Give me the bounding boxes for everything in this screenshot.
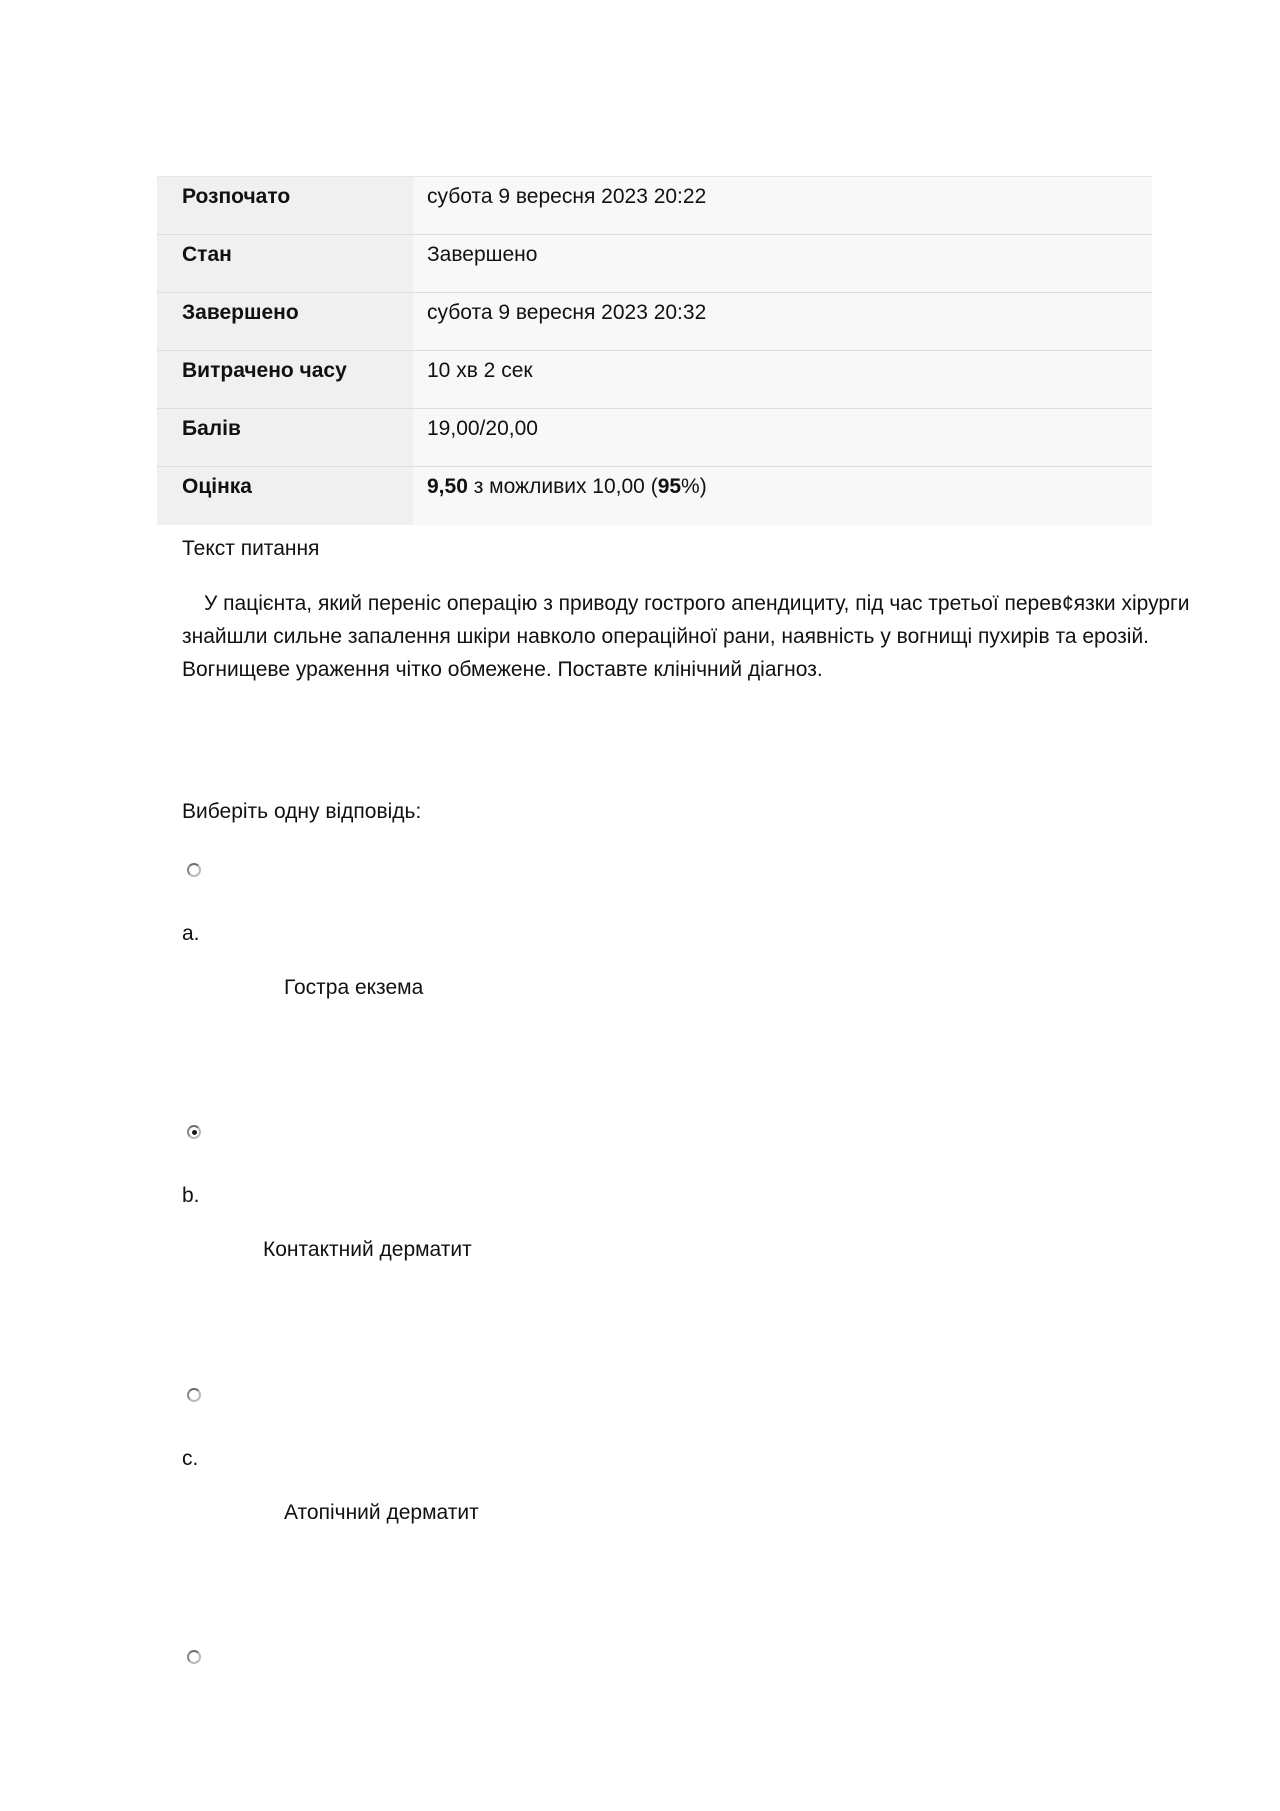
question-text: У пацієнта, який переніс операцію з приводу гострого апендициту, під час третьої перев¢язки хірурги знайшли сильне запалення шкіри навколо операційної рани, наявність у вогнищі пухирів та ерозій. Вогнищеве ураження чітко обмежене. Поставте клінічний діагноз.: [182, 592, 1190, 681]
option-a-letter: a.: [182, 922, 200, 945]
option-c-label[interactable]: Атопічний дерматит: [284, 1501, 479, 1524]
option-a-radio[interactable]: [187, 863, 201, 877]
grade-percent: 95: [657, 475, 682, 498]
summary-value: Завершено: [413, 235, 1152, 293]
summary-value: субота 9 вересня 2023 20:32: [413, 293, 1152, 351]
summary-value: [413, 467, 1152, 525]
summary-label: Оцінка: [157, 467, 413, 525]
summary-row-marks: [157, 409, 1152, 467]
option-a-label[interactable]: Гостра екзема: [284, 976, 424, 999]
summary-row-time-taken: [157, 351, 1152, 409]
summary-label: Витрачено часу: [157, 351, 413, 409]
summary-row-completed: [157, 293, 1152, 351]
grade-mid-text: з можливих 10,00 (: [467, 475, 658, 498]
option-d-radio[interactable]: [187, 1650, 201, 1664]
grade-end-text: %): [681, 475, 707, 498]
option-c-letter: c.: [182, 1447, 199, 1470]
summary-value: 10 хв 2 сек: [413, 351, 1152, 409]
summary-row-started: [157, 177, 1152, 235]
summary-label: Балів: [157, 409, 413, 467]
question-heading: Текст питання: [182, 537, 320, 560]
summary-row-grade: [157, 467, 1152, 525]
summary-row-state: [157, 235, 1152, 293]
option-b-radio[interactable]: [187, 1125, 201, 1139]
option-b-letter: b.: [182, 1184, 200, 1207]
option-b-label[interactable]: Контактний дерматит: [263, 1238, 472, 1261]
summary-label: Розпочато: [157, 177, 413, 235]
summary-label: Завершено: [157, 293, 413, 351]
attempt-summary-table: [157, 176, 1152, 525]
grade-value: 9,50: [427, 475, 468, 498]
summary-value: субота 9 вересня 2023 20:22: [413, 177, 1152, 235]
summary-label: Стан: [157, 235, 413, 293]
summary-value: 19,00/20,00: [413, 409, 1152, 467]
option-c-radio[interactable]: [187, 1388, 201, 1402]
answer-prompt: Виберіть одну відповідь:: [182, 800, 422, 823]
